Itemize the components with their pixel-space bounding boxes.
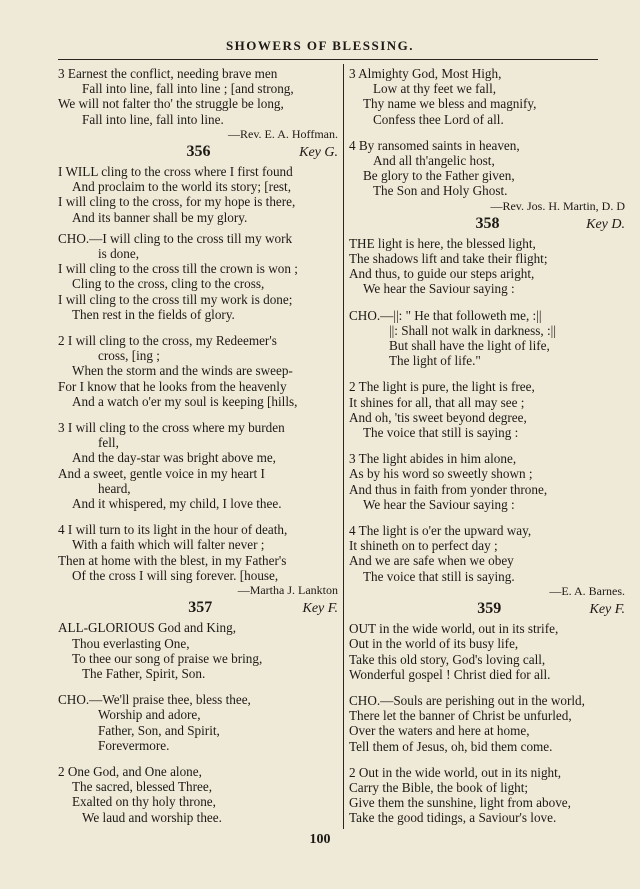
hymn-line: But shall have the light of life, (389, 338, 550, 354)
hymn-line: is done, (98, 246, 140, 262)
hymn-line: OUT in the wide world, out in its strife, (349, 621, 559, 637)
stanza-gap (58, 322, 338, 333)
column-divider (343, 64, 344, 829)
hymn-line: And all th'angelic host, (373, 153, 495, 169)
hymn-line: And proclaim to the world its story; [rest, (72, 179, 292, 195)
hymn-number: 356 (186, 143, 211, 161)
hymn-line: The Father, Spirit, Son. (82, 665, 206, 681)
hymn-line: I will cling to the cross till my work is done; (58, 291, 293, 307)
hymn-line: The shadows lift and take their flight; (349, 251, 548, 267)
hymn-line: Tell them of Jesus, oh, bid them come. (349, 738, 553, 754)
hymn-line: The sacred, blessed Three, (72, 779, 212, 795)
hymn-line: There let the banner of Christ be unfurled, (349, 708, 572, 724)
hymn-line: 2 The light is pure, the light is free, (349, 379, 535, 395)
hymn-line: CHO.—I will cling to the cross till my work (58, 230, 293, 246)
hymn-line: It shines for all, that all may see ; (349, 394, 525, 410)
page-header: SHOWERS OF BLESSING. (225, 38, 415, 53)
hymn-heading (349, 601, 625, 621)
hymn-line: And oh, 'tis sweet beyond degree, (349, 409, 527, 425)
page-number: 100 (309, 832, 331, 847)
hymn-line: We hear the Saviour saying : (363, 281, 515, 297)
hymn-key: Key F. (589, 602, 625, 618)
hymn-line: Father, Son, and Spirit, (98, 722, 220, 738)
hymn-line: To thee our song of praise we bring, (72, 650, 263, 666)
hymn-key: Key G. (299, 145, 338, 161)
hymn-line: Be glory to the Father given, (363, 168, 515, 184)
hymn-heading (58, 600, 338, 620)
hymn-line: cross, [ing ; (98, 348, 160, 364)
hymn-key: Key F. (302, 601, 338, 617)
hymn-line: We laud and worship thee. (82, 809, 222, 825)
hymn-line: Carry the Bible, the book of light; (349, 779, 529, 795)
stanza-gap (58, 753, 338, 764)
hymn-line: Exalted on thy holy throne, (72, 794, 216, 810)
hymn-line: 4 The light is o'er the upward way, (349, 523, 532, 539)
hymn-line: —Rev. E. A. Hoffman. (228, 126, 338, 141)
hymn-line: And a sweet, gentle voice in my heart I (58, 465, 265, 481)
stanza-gap (58, 409, 338, 420)
hymn-line: The voice that still is saying. (363, 568, 515, 584)
hymn-line: 2 Out in the wide world, out in its night, (349, 764, 562, 780)
hymn-line: Take the good tidings, a Saviour's love. (349, 810, 557, 826)
hymn-line: The Son and Holy Ghost. (373, 183, 508, 199)
hymn-line: I will cling to the cross, for my hope is there, (58, 194, 296, 210)
hymn-line: Forevermore. (98, 737, 170, 753)
stanza-gap (349, 682, 625, 693)
hymn-line: And thus, to guide our steps aright, (349, 266, 535, 282)
hymn-line: Fall into line, fall into line ; [and strong, (82, 81, 294, 97)
hymn-line: CHO.—Souls are perishing out in the world, (349, 692, 585, 708)
stanza-gap (349, 440, 625, 451)
hymn-line: And the day-star was bright above me, (72, 450, 276, 466)
hymn-line: I WILL cling to the cross where I first found (58, 164, 293, 180)
hymn-heading (349, 216, 625, 236)
hymn-line: 4 I will turn to its light in the hour of death, (58, 522, 288, 538)
hymn-line: With a faith which will falter never ; (72, 537, 265, 553)
hymn-line: Confess thee Lord of all. (373, 111, 504, 127)
hymn-line: 3 Almighty God, Most High, (349, 66, 502, 81)
hymn-line: We will not falter tho' the struggle be long, (58, 96, 284, 112)
hymn-line: Cling to the cross, cling to the cross, (72, 276, 265, 292)
hymn-line: ALL-GLORIOUS God and King, (58, 620, 237, 636)
hymn-line: I will cling to the cross till the crown is won ; (58, 261, 298, 277)
hymn-line: And thus in faith from yonder throne, (349, 481, 548, 497)
right-column (349, 66, 625, 826)
left-column (58, 66, 338, 825)
hymn-line: —E. A. Barnes. (549, 583, 625, 598)
hymn-line: Low at thy feet we fall, (373, 81, 497, 97)
hymn-line: —Rev. Jos. H. Martin, D. D (490, 198, 625, 213)
hymn-line: Fall into line, fall into line. (82, 111, 224, 127)
hymn-line: As by his word so sweetly shown ; (349, 466, 533, 482)
hymn-line: 2 I will cling to the cross, my Redeemer's (58, 333, 277, 349)
hymn-line: 3 Earnest the conflict, needing brave men (58, 66, 278, 81)
hymn-line: Thou everlasting One, (72, 635, 190, 651)
hymn-line: Out in the world of its busy life, (349, 636, 519, 652)
hymn-line: Wonderful gospel ! Christ died for all. (349, 666, 551, 682)
hymn-line: Of the cross I will sing forever. [house, (72, 567, 279, 583)
hymn-line: Give them the sunshine, light from above, (349, 795, 571, 811)
hymn-line: 3 I will cling to the cross where my burden (58, 420, 285, 436)
hymn-line: And its banner shall be my glory. (72, 209, 248, 225)
stanza-gap (58, 511, 338, 522)
hymn-line: And it whispered, my child, I love thee. (72, 496, 282, 512)
stanza-gap (349, 754, 625, 765)
hymn-line: Take this old story, God's loving call, (349, 651, 546, 667)
hymn-line: Over the waters and here at home, (349, 723, 530, 739)
hymn-line: It shineth on to perfect day ; (349, 538, 498, 554)
hymn-line: Then at home with the blest, in my Father's (58, 552, 287, 568)
hymn-number: 359 (477, 600, 502, 618)
hymn-line: Then rest in the fields of glory. (72, 306, 235, 322)
hymn-line: The voice that still is saying : (363, 425, 519, 441)
stanza-gap (349, 368, 625, 379)
stanza-gap (349, 512, 625, 523)
hymn-line: The light of life." (389, 353, 481, 369)
hymn-line: —Martha J. Lankton (237, 583, 338, 598)
header-rule (58, 59, 598, 60)
hymn-heading (58, 144, 338, 164)
stanza-gap (58, 681, 338, 692)
hymn-line: Worship and adore, (98, 707, 201, 723)
hymn-line: ||: Shall not walk in darkness, :|| (389, 322, 556, 338)
hymn-line: heard, (98, 480, 131, 496)
hymn-line: CHO.—||: " He that followeth me, :|| (349, 307, 542, 323)
hymn-line: 3 The light abides in him alone, (349, 451, 517, 467)
hymn-key: Key D. (586, 216, 625, 232)
hymn-line: And we are safe when we obey (349, 553, 514, 569)
stanza-gap (349, 127, 625, 138)
hymn-number: 357 (188, 599, 213, 617)
stanza-gap (349, 297, 625, 308)
hymn-line: Thy name we bless and magnify, (363, 96, 537, 112)
hymn-line: For I know that he looks from the heavenly (58, 378, 287, 394)
hymn-line: 2 One God, and One alone, (58, 763, 202, 779)
hymn-line: THE light is here, the blessed light, (349, 235, 536, 251)
hymn-line: CHO.—We'll praise thee, bless thee, (58, 692, 251, 708)
hymn-line: fell, (98, 435, 119, 451)
hymn-line: And a watch o'er my soul is keeping [hills, (72, 393, 298, 409)
hymn-line: 4 By ransomed saints in heaven, (349, 137, 520, 153)
hymn-line: When the storm and the winds are sweep- (72, 363, 293, 379)
hymn-line: We hear the Saviour saying : (363, 496, 515, 512)
hymn-number: 358 (475, 214, 500, 232)
